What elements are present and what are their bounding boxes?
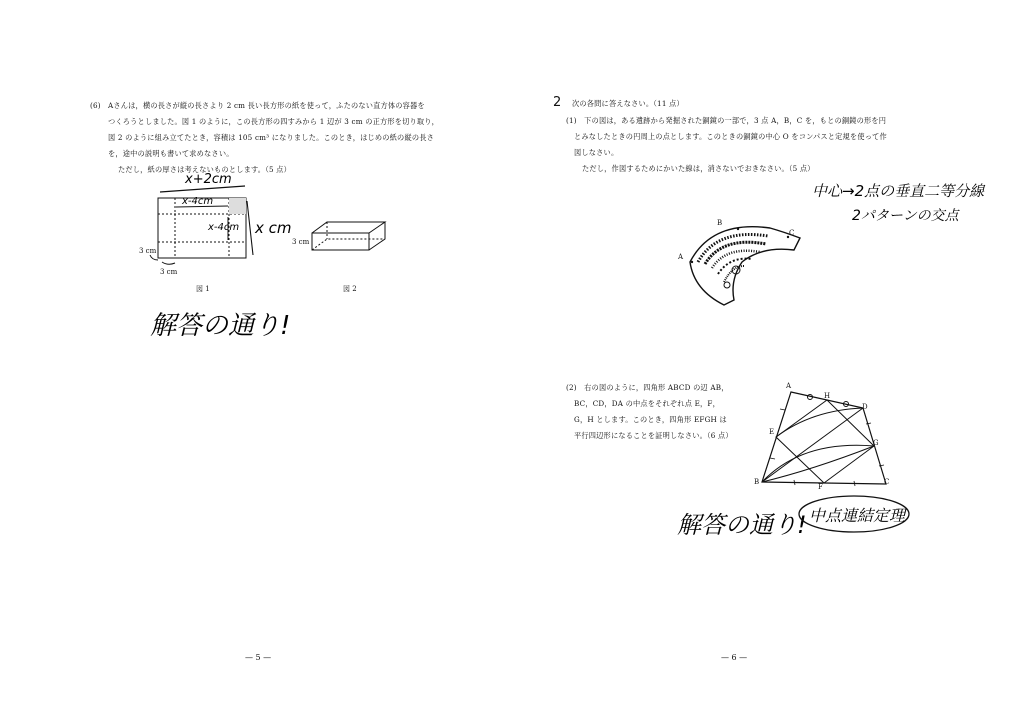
question-line-3: 図 2 のように組み立てたとき，容積は 105 cm³ になりました。このとき，はじめの紙の縦の長さ — [108, 133, 434, 142]
mirror-point-a: A — [678, 253, 684, 261]
question-line-5: ただし，紙の厚さは考えないものとします。（5 点） — [118, 165, 291, 174]
section-title: 次の各問に答えなさい。（11 点） — [572, 99, 684, 108]
figure1-hand-inner-side: x-4cm — [208, 222, 240, 233]
page-number-left: — 5 — — [245, 653, 272, 662]
handwritten-answer-note: 解答の通り! — [150, 311, 291, 341]
figure2-caption: 図 2 — [343, 285, 357, 293]
figure1-hand-side: x cm — [255, 219, 292, 237]
figure1-label-3cm-left: 3 cm — [139, 247, 157, 255]
q2-hand-boxed-note: 中点連結定理 — [809, 506, 906, 525]
quad-point-b: B — [754, 478, 760, 486]
question-line-1: Aさんは，横の長さが縦の長さより 2 cm 長い長方形の紙を使って，ふたのない直方体の容器を — [108, 101, 425, 110]
quad-point-e: E — [769, 428, 775, 436]
q1-line-1: (1) 下の図は，ある遺跡から発掘された銅鏡の一部で，3 点 A，B，C を，もとの銅鏡の形を円 — [566, 116, 887, 125]
figure2-label-3cm: 3 cm — [292, 238, 310, 246]
q1-hand-note-2: 2パターンの交点 — [852, 208, 959, 224]
section-number: 2 — [553, 95, 562, 110]
right-page — [512, 0, 1024, 724]
quad-point-g: G — [873, 439, 879, 447]
figure1-caption: 図 1 — [196, 285, 210, 293]
quad-point-a: A — [786, 382, 792, 390]
quad-point-d: D — [862, 403, 868, 411]
mirror-point-b: B — [717, 219, 723, 227]
q1-line-4: ただし，作図するためにかいた線は，消さないでおきなさい。（5 点） — [582, 164, 815, 173]
figure1-hand-top: x+2cm — [185, 172, 232, 187]
question-line-4: を，途中の説明も書いて求めなさい。 — [108, 149, 234, 158]
page-number-right: — 6 — — [721, 653, 748, 662]
figure1-hand-inner-top: x-4cm — [182, 196, 214, 207]
quad-point-h: H — [824, 392, 831, 400]
q2-line-4: 平行四辺形になることを証明しなさい。（6 点） — [574, 431, 733, 440]
q1-hand-note-1: 中心→2点の垂直二等分線 — [812, 182, 985, 200]
q2-handwritten-answer: 解答の通り! — [677, 511, 807, 539]
quad-point-c: C — [884, 478, 890, 486]
q2-line-1: (2) 右の図のように，四角形 ABCD の辺 AB， — [566, 383, 729, 392]
question-number: (6) — [90, 101, 101, 110]
q2-line-3: G，H とします。このとき，四角形 EFGH は — [574, 415, 727, 424]
q1-line-3: 図しなさい。 — [574, 148, 619, 157]
figure1-label-3cm-bottom: 3 cm — [160, 268, 178, 276]
q1-line-2: とみなしたときの円周上の点とします。このときの銅鏡の中心 O をコンパスと定規を使って作 — [574, 132, 887, 141]
quad-point-f: F — [818, 483, 823, 491]
question-line-2: つくろうとしました。図 1 のように，この長方形の四すみから 1 辺が 3 cm の正方形を切り取り， — [108, 117, 440, 126]
mirror-point-c: C — [789, 229, 795, 237]
hand-oval — [512, 0, 1024, 724]
q2-line-2: BC，CD，DA の中点をそれぞれ点 E，F， — [574, 399, 720, 408]
